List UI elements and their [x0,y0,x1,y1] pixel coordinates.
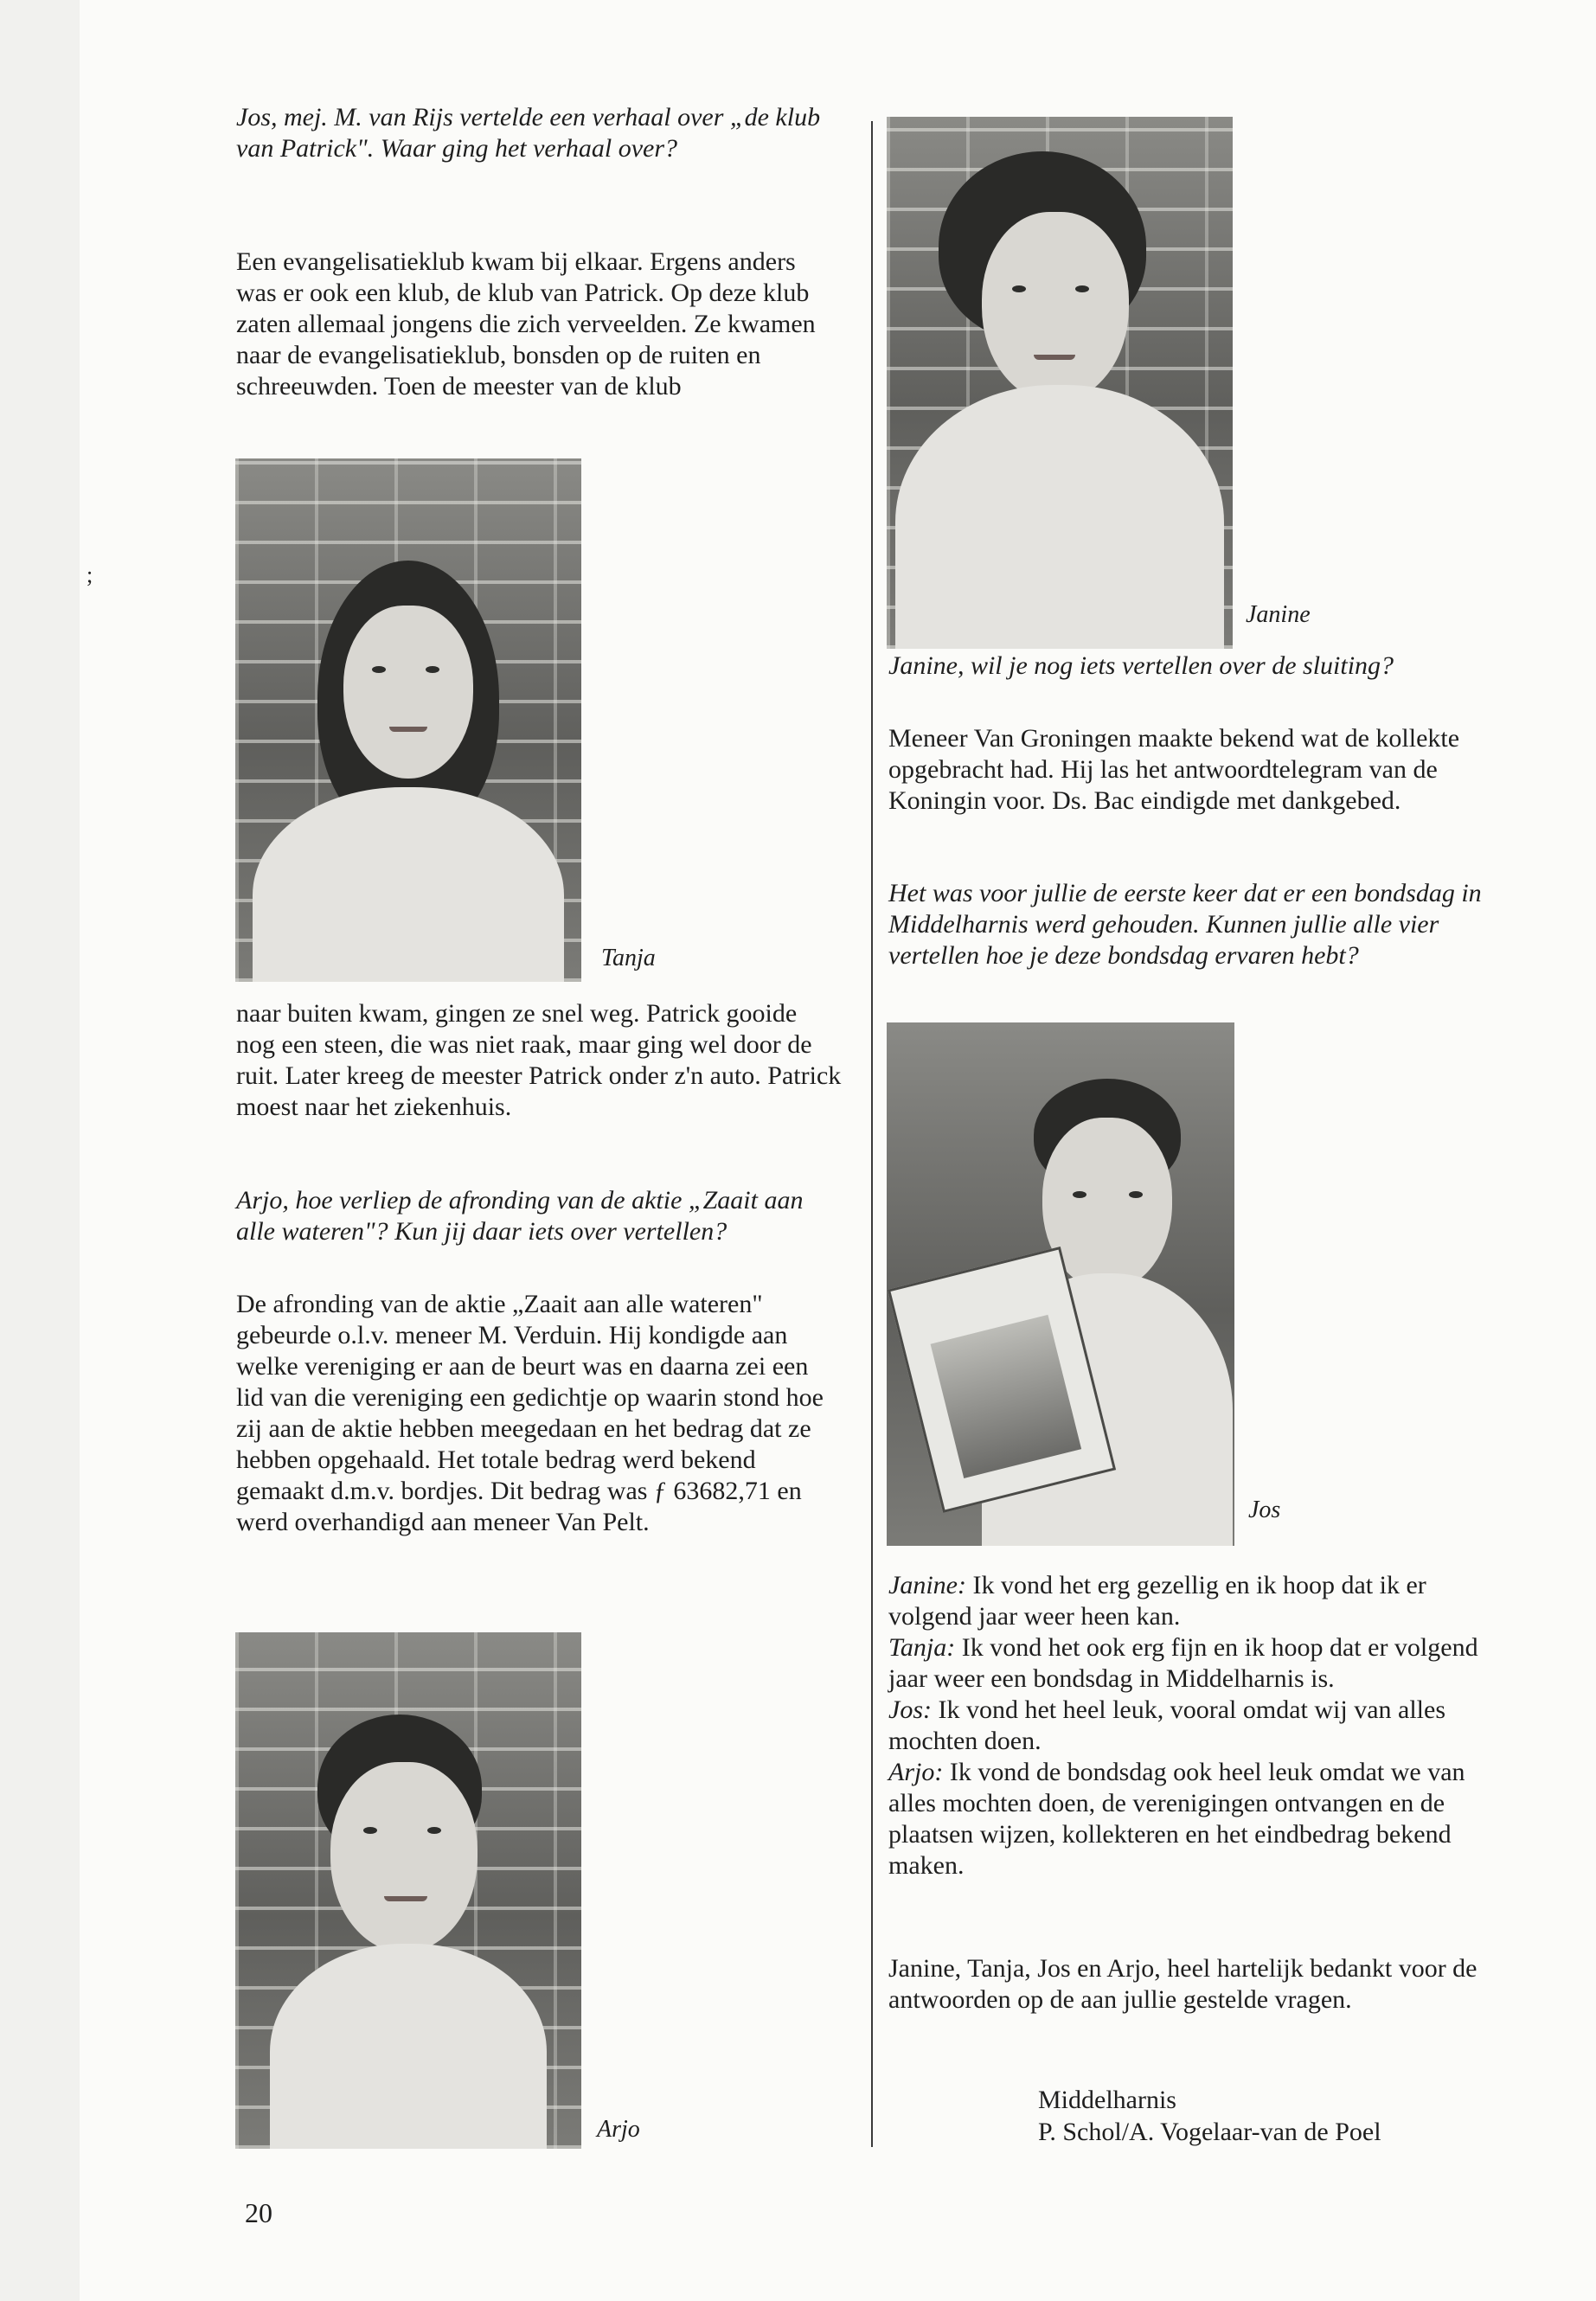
response-tanja: Tanja: Ik vond het ook erg fijn en ik hoop dat er volgend jaar weer een bondsdag in Middelharnis is. [888,1633,1478,1693]
photo-jos [887,1022,1234,1546]
response-arjo: Arjo: Ik vond de bondsdag ook heel leuk omdat we van alles mochten doen, de verenigingen ontvangen en de plaatsen wijzen, kollekteren en het eindbedrag bekend maken. [888,1758,1465,1880]
answer-jos-part-1: Een evangelisatieklub kwam bij elkaar. Ergens anders was er ook een klub, de klub van Patrick. Op deze klub zaten allemaal jongens die zich verveelden. Ze kwamen naar de evangelisatieklub, bonsden op de ruiten en schreeuwden. Toen de meester van de klub [236,247,816,401]
photo-arjo [235,1632,581,2149]
answer-janine: Meneer Van Groningen maakte bekend wat de kollekte opgebracht had. Hij las het antwoordtelegram van de Koningin voor. Ds. Bac eindigde met dankgebed. [888,724,1460,815]
caption-janine: Janine [1246,601,1311,628]
page-margin-shadow [0,0,80,2301]
signature-place: Middelharnis [1038,2086,1176,2114]
question-janine: Janine, wil je nog iets vertellen over de sluiting? [888,651,1394,680]
page-number: 20 [245,2197,272,2228]
caption-arjo: Arjo [597,2116,640,2143]
caption-tanja: Tanja [601,945,656,971]
response-janine: Janine: Ik vond het erg gezellig en ik hoop dat ik er volgend jaar weer heen kan. [888,1571,1426,1631]
question-arjo: Arjo, hoe verliep de afronding van de aktie „Zaait aan alle wateren"? Kun jij daar iets over vertellen? [236,1186,804,1246]
thanks-paragraph: Janine, Tanja, Jos en Arjo, heel hartelijk bedankt voor de antwoorden op de aan jullie gestelde vragen. [888,1954,1477,2014]
question-all-four: Het was voor jullie de eerste keer dat er een bondsdag in Middelharnis werd gehouden. Kunnen jullie alle vier vertellen hoe je deze bondsdag ervaren hebt? [888,879,1482,970]
stray-mark: ; [87,562,93,587]
responses-list [888,1570,1494,1881]
response-jos: Jos: Ik vond het heel leuk, vooral omdat wij van alles mochten doen. [888,1695,1445,1755]
column-divider [871,121,873,2147]
signature-names: P. Schol/A. Vogelaar-van de Poel [1038,2118,1381,2146]
answer-arjo: De afronding van de aktie „Zaait aan alle wateren" gebeurde o.l.v. meneer M. Verduin. Hij kondigde aan welke vereniging er aan de beurt was en daarna zei een lid van die vereniging een gedichtje op waarin stond hoe zij aan de aktie hebben meegedaan en het bedrag dat ze hebben opgehaald. Het totale bedrag werd bekend gemaakt d.m.v. bordjes. Dit bedrag was ƒ 63682,71 en werd overhandigd aan meneer Van Pelt. [236,1290,824,1536]
photo-janine [887,117,1233,649]
answer-jos-part-2: naar buiten kwam, gingen ze snel weg. Patrick gooide nog een steen, die was niet raak, maar ging wel door de ruit. Later kreeg de meester Patrick onder z'n auto. Patrick moest naar het ziekenhuis. [236,999,842,1121]
question-jos: Jos, mej. M. van Rijs vertelde een verhaal over „de klub van Patrick". Waar ging het verhaal over? [236,103,821,163]
caption-jos: Jos [1248,1497,1281,1523]
photo-tanja [235,458,581,982]
